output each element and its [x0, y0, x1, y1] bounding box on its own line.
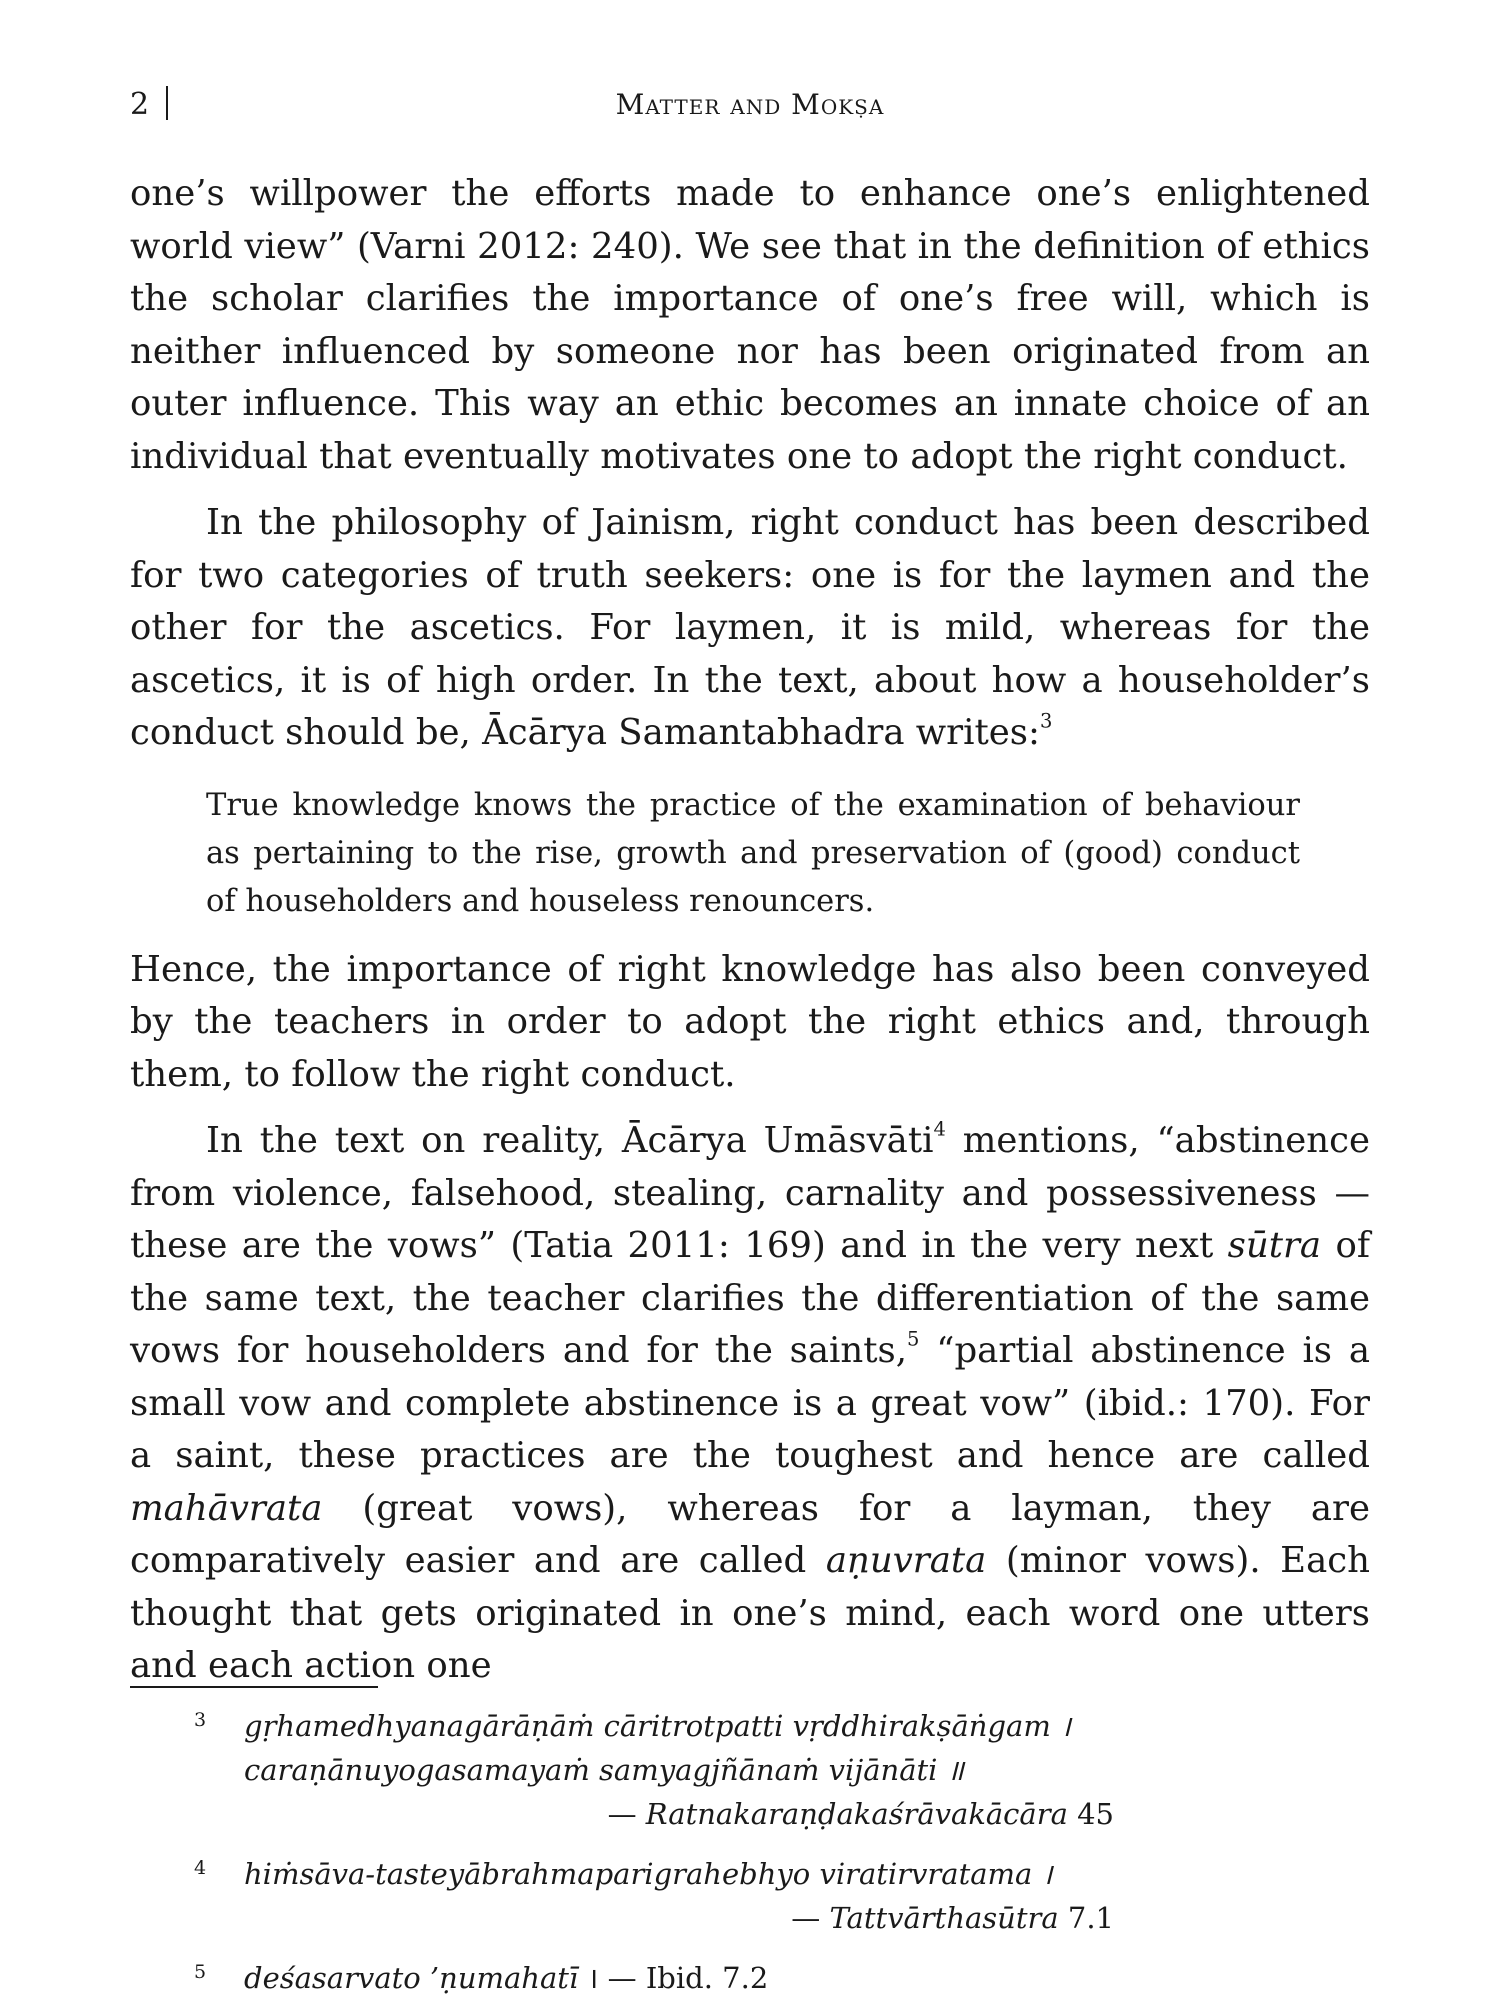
- footnote-verse-line: caraṇānuyogasamayaṁ samyagjñānaṁ vijānāti ॥: [244, 1753, 965, 1787]
- footnote-ref-4[interactable]: 4: [933, 1117, 946, 1141]
- footnote-3: [130, 1704, 1370, 1836]
- footnote-source: — Ratnakaraṇḍakaśrāvakācāra 45: [607, 1797, 1114, 1831]
- footnote-text: deśasarvato ’ṇumahatī । — Ibid. 7.2: [244, 1961, 769, 1995]
- page-number: 2: [130, 86, 168, 122]
- running-title: Matter and Mokṣa: [615, 88, 885, 121]
- footnote-ref-3[interactable]: 3: [1039, 709, 1053, 733]
- footnote-5: [130, 1956, 1370, 2000]
- footnote-verse-line: gṛhamedhyanagārāṇāṁ cāritrotpatti vṛddhirakṣāṅgam ।: [244, 1709, 1072, 1743]
- paragraph-1: one’s willpower the efforts made to enhance one’s enlightened world view” (Varni 2012: 240). We see that in the definition of ethics the scholar clarifies the importance of one’s free will, which is neither influenced by someone nor has been originated from an outer influence. This way an ethic becomes an innate choice of an individual that eventually motivates one to adopt the right conduct.: [130, 173, 1370, 477]
- footnotes: [130, 1704, 1370, 2016]
- footnote-mark: 3: [194, 1709, 207, 1731]
- term-mahavrata: mahāvrata: [130, 1487, 323, 1529]
- footnote-rule: [130, 1686, 378, 1688]
- paragraph-3: Hence, the importance of right knowledge has also been conveyed by the teachers in order to adopt the right ethics and, through them, to follow the right conduct.: [130, 948, 1370, 1095]
- footnote-4: [130, 1852, 1370, 1940]
- term-sutra: sūtra: [1227, 1225, 1322, 1266]
- footnote-mark: 4: [194, 1857, 207, 1879]
- footnote-mark: 5: [194, 1961, 207, 1983]
- footnote-verse-line: hiṁsāva-tasteyābrahmaparigrahebhyo viratirvratama ।: [244, 1857, 1053, 1891]
- page-header: [130, 86, 1370, 126]
- paragraph-4: In the text on reality, Ācārya Umāsvāti$^4$ mentions, “abstinence from violence, falsehood, stealing, carnality and possessiveness — these are the vows” (Tatia 2011: 169) and in the very next sūtra of the same text, the teacher clarifies the differentiation of the same vows for householders and for the saints,$^5$ “partial abstinence is a small vow and complete abstinence is a great vow” (ibid.: 170). For a saint, these practices are the toughest and hence are called mahāvrata (great vows), whereas for a layman, they are comparatively easier and are called aṇuvrata (minor vows). Each thought that gets originated in one’s mind, each word one utters and each action one: [130, 1117, 1371, 1686]
- footnote-source: — Tattvārthasūtra 7.1: [791, 1901, 1114, 1935]
- paragraph-2: In the philosophy of Jainism, right conduct has been described for two categories of truth seekers: one is for the laymen and the other for the ascetics. For laymen, it is mild, whereas for the ascetics, it is of high order. In the text, about how a householder’s conduct should be, Ācārya Samantabhadra writes:$^3$: [130, 502, 1370, 753]
- term-anuvrata: aṇuvrata: [825, 1540, 987, 1581]
- footnote-ref-5[interactable]: 5: [907, 1327, 920, 1351]
- block-quote: True knowledge knows the practice of the examination of behaviour as pertaining to the rise, growth and preservation of (good) conduct of householders and houseless renouncers.: [206, 787, 1300, 919]
- main-text: [130, 168, 1370, 1693]
